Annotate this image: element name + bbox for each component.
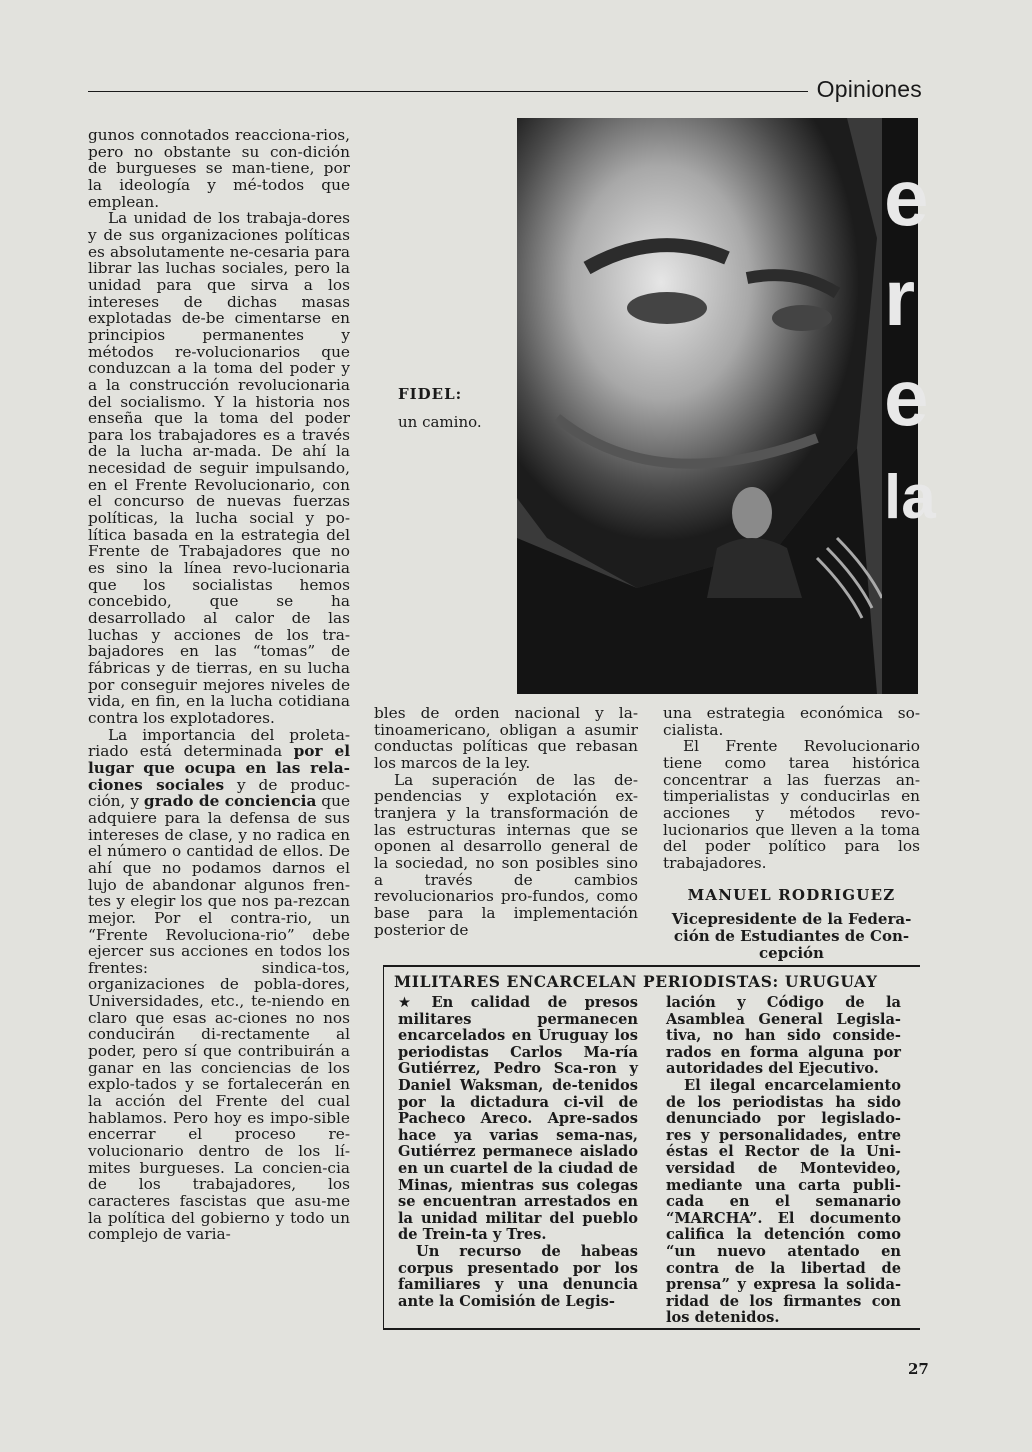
paragraph: La superación de las de-pendencias y explotación ex-tranjera y la transformación de las estructuras internas que se oponen al desarrollo general de la sociedad, no son posibles sino a través de cambios revolucionarios pro-fundos, como base para la implementación posterior de [374,770,638,939]
text-run: que adquiere para la defensa de sus intereses de clase, y no radica en el número o cantidad de ellos. De ahí que no podamos darnos el lujo de abandonar algunos fren-tes y elegir los que nos pa-rezcan mejor. Por el contra-rio, un “Frente Revoluciona-rio” debe ejercer sus acciones en todos los frentes: sindica-tos, organizaciones de pobla-dores, Universidades, etc., te-niendo en claro que esas ac-ciones no nos conducirán di-rectamente al poder, pero sí que contribuirán a ganar en las conciencias de los explo-tados y se fortalecerán en la acción del Frente del cual hablamos. Pero hoy es impo-sible encerrar el proceso re-volucionario dentro de los lí-mites burgueses. La concien-cia de los trabajadores, los caracteres fascistas que asu-me la política del gobierno y todo un complejo de varia- [88,792,350,1244]
paragraph [88,727,350,1243]
poster-letters [884,148,936,548]
news-box-bottom-rule [383,1328,920,1330]
star-icon: ★ [398,994,424,1011]
poster-letter: e [884,153,929,242]
paragraph: gunos connotados reacciona-rios, pero no obstante su con-dición de burgueses se man-tiene, por la ideología y mé-todos que emplean. [88,126,350,211]
paragraph: La unidad de los trabaja-dores y de sus organizaciones políticas es absolutamente ne-cesaria para librar las luchas sociales, pero la unidad para que sirva a los intereses de dichas masas explotadas de-be cimentarse en principios permanentes y métodos re-volucionarios que conduzcan a la toma del poder y a la construcción revolucionaria del socialismo. Y la historia nos enseña que la toma del poder para los trabajadores es a través de la lucha ar-mada. De ahí la necesidad de seguir impulsando, en el Frente Revolucionario, con el concurso de nuevas fuerzas políticas, la lucha social y po-lítica basada en la estrategia del Frente de Trabajadores que no es sino la línea revo-lucionaria que los socialistas hemos concebido, que se ha desarrollado al calor de las luchas y acciones de los tra-bajadores en las “tomas” de fábricas y de tierras, en su lucha por conseguir mejores niveles de vida, en fin, en la lucha cotidiana contra los explotadores. [88,209,350,727]
poster-letter: la [884,463,936,532]
news-box-left-rule [383,965,384,1329]
paragraph: bles de orden nacional y la-tinoamericano, obligan a asumir conductas políticas que rebasan los marcos de la ley. [374,704,638,772]
author-role: Vicepresidente de la Federa-ción de Estudiantes de Con-cepción [671,910,912,962]
author-signature [663,886,920,962]
paragraph [398,995,638,1244]
poster-letter: e [884,353,929,442]
paragraph: Un recurso de habeas corpus presentado por los familiares y una denuncia ante la Comisión de Legis- [398,1242,638,1310]
news-column-2 [666,995,901,1327]
bold-text-run: por el lugar que ocupa en las rela-ciones sociales [88,742,350,794]
author-name: MANUEL RODRIGUEZ [687,886,896,904]
section-title: Opiniones [816,76,922,102]
news-column-1 [398,995,638,1310]
article-column-2 [374,705,638,938]
portrait-photo [517,118,936,694]
paragraph: El Frente Revolucionario tiene como tarea histórica concentrar a las fuerzas an-timperialistas y conducirlas en acciones y métodos revo-lucionarios que lleven a la toma del poder político para los trabajadores. [663,737,920,872]
news-headline: MILITARES ENCARCELAN PERIODISTAS: URUGUAY [394,972,878,991]
photo-caption [398,380,482,436]
paragraph: lación y Código de la Asamblea General Legisla-tiva, no han sido conside-rados en forma alguna por autoridades del Ejecutivo. [666,994,901,1078]
poster-letter: r [884,253,916,342]
text-run: En calidad de presos militares permanecen encarcelados en Uruguay los periodistas Carlos Ma-ría Gutiérrez, Pedro Sca-ron y Daniel Waksman, de-tenidos por la dictadura ci-vil de Pacheco Areco. Apre-sados hace ya varias sema-nas, Gutiérrez permanece aislado en un cuartel de la ciudad de Minas, mientras sus colegas se encuentran arrestados en la unidad militar del pueblo de Trein-ta y Tres. [398,994,638,1244]
news-box-top-rule [383,965,920,967]
portrait-photo-icon [517,118,936,694]
article-column-3 [663,705,920,872]
text-run: La importancia del proleta-riado está determinada [88,725,350,761]
paragraph: una estrategia económica so-cialista. [663,704,920,739]
text-run: y de produc-ción, y [88,775,350,811]
caption-subtitle: un camino. [398,413,482,431]
paragraph: El ilegal encarcelamiento de los periodistas ha sido denunciado por legislado-res y personalidades, entre éstas el Rector de la Uni-versidad de Montevideo, mediante una carta publi-cada en el semanario “MARCHA”. El documento califica la detención como “un nuevo atentado en contra de la libertad de prensa” y expresa la solida-ridad de los firmantes con los detenidos. [666,1076,901,1327]
bold-text-run: grado de conciencia [143,792,317,811]
page-number: 27 [908,1360,929,1378]
header-rule [88,91,808,92]
caption-title: FIDEL: [398,385,463,403]
article-column-1 [88,127,350,1243]
